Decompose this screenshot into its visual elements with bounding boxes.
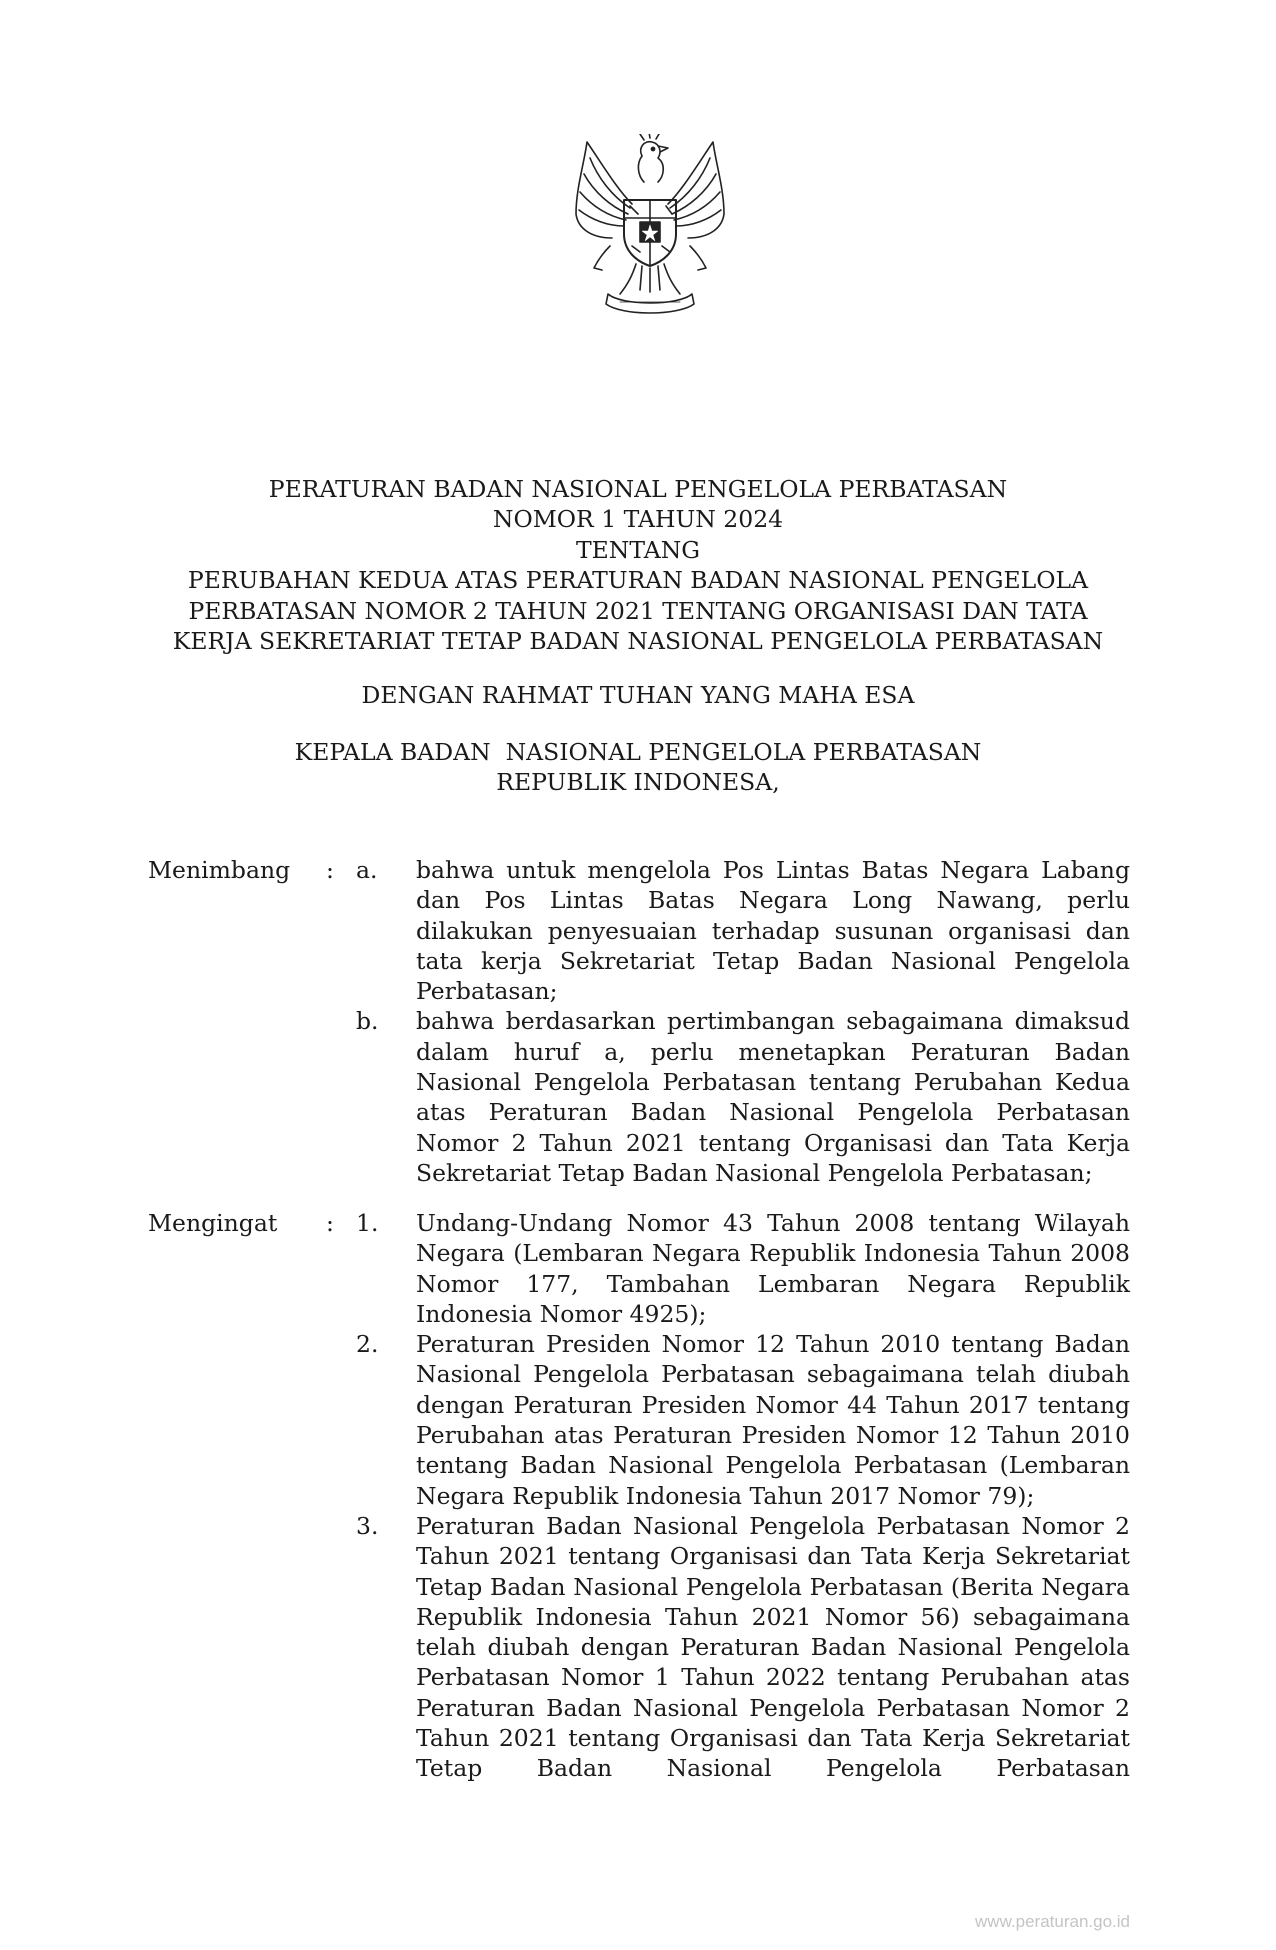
garuda-emblem-icon xyxy=(562,134,738,320)
item-text: Undang-Undang Nomor 43 Tahun 2008 tentang Wilayah Negara (Lembaran Negara Republik Indonesia Tahun 2008 Nomor 177, Tambahan Lembaran Negara Republik Indonesia Nomor 4925); xyxy=(416,1209,1130,1328)
item-text: Peraturan Badan Nasional Pengelola Perbatasan Nomor 2 Tahun 2021 tentang Organisasi dan Tata Kerja Sekretariat Tetap Badan Nasional Pengelola Perbatasan (Berita Negara Republik Indonesia Tahun 2021 Nomor 56) sebagaimana telah diubah dengan Peraturan Badan Nasional Pengelola Perbatasan Nomor 1 Tahun 2022 tentang Perubahan atas Peraturan Badan Nasional Pengelola Perbatasan Nomor 2 Tahun 2021 tentang Organisasi dan Tata Kerja Sekretariat Tetap Badan Nasional Pengelola Perbatasan xyxy=(416,1511,1130,1783)
issuer-line: REPUBLIK INDONESA, xyxy=(496,768,780,797)
mengingat-item xyxy=(148,1329,1130,1511)
section-colon: : xyxy=(326,1209,334,1237)
item-marker: 1. xyxy=(356,1209,379,1237)
item-marker: a. xyxy=(356,856,378,884)
section-heading: Menimbang xyxy=(148,856,291,884)
title-line: PERATURAN BADAN NASIONAL PENGELOLA PERBATASAN xyxy=(268,475,1008,503)
title-line: TENTANG xyxy=(575,535,701,564)
title-line: PERBATASAN NOMOR 2 TAHUN 2021 TENTANG ORGANISASI DAN TATA xyxy=(188,596,1088,625)
item-marker: 3. xyxy=(356,1511,379,1540)
item-marker: b. xyxy=(356,1007,379,1036)
item-text: Peraturan Presiden Nomor 12 Tahun 2010 tentang Badan Nasional Pengelola Perbatasan sebagaimana telah diubah dengan Peraturan Presiden Nomor 44 Tahun 2017 tentang Perubahan atas Peraturan Presiden Nomor 12 Tahun 2010 tentang Badan Nasional Pengelola Perbatasan (Lembaran Negara Republik Indonesia Tahun 2017 Nomor 79); xyxy=(416,1330,1130,1510)
watermark-url: www.peraturan.go.id xyxy=(975,1912,1130,1931)
menimbang-section xyxy=(148,855,1130,1188)
menimbang-item xyxy=(148,855,1130,1006)
mengingat-item xyxy=(148,1511,1130,1784)
title-line: KERJA SEKRETARIAT TETAP BADAN NASIONAL PENGELOLA PERBATASAN xyxy=(172,627,1104,656)
invocation: DENGAN RAHMAT TUHAN YANG MAHA ESA xyxy=(361,681,915,709)
section-colon: : xyxy=(326,856,334,884)
item-text: bahwa untuk mengelola Pos Lintas Batas Negara Labang dan Pos Lintas Batas Negara Long Nawang, perlu dilakukan penyesuaian terhadap susunan organisasi dan tata kerja Sekretariat Tetap Badan Nasional Pengelola Perbatasan; xyxy=(416,856,1130,1006)
regulation-title xyxy=(100,474,1176,656)
issuer-line: KEPALA BADAN NASIONAL PENGELOLA PERBATASAN xyxy=(294,738,982,766)
mengingat-item xyxy=(148,1208,1130,1329)
mengingat-section xyxy=(148,1208,1130,1784)
menimbang-item xyxy=(148,1006,1130,1188)
title-line: PERUBAHAN KEDUA ATAS PERATURAN BADAN NASIONAL PENGELOLA xyxy=(187,566,1089,595)
title-line: NOMOR 1 TAHUN 2024 xyxy=(492,505,784,534)
section-heading: Mengingat xyxy=(148,1209,278,1237)
item-marker: 2. xyxy=(356,1330,379,1359)
item-text: bahwa berdasarkan pertimbangan sebagaimana dimaksud dalam huruf a, perlu menetapkan Peraturan Badan Nasional Pengelola Perbatasan tentang Perubahan Kedua atas Peraturan Badan Nasional Pengelola Perbatasan Nomor 2 Tahun 2021 tentang Organisasi dan Tata Kerja Sekretariat Tetap Badan Nasional Pengelola Perbatasan; xyxy=(416,1007,1130,1187)
issuer-block xyxy=(100,737,1176,798)
